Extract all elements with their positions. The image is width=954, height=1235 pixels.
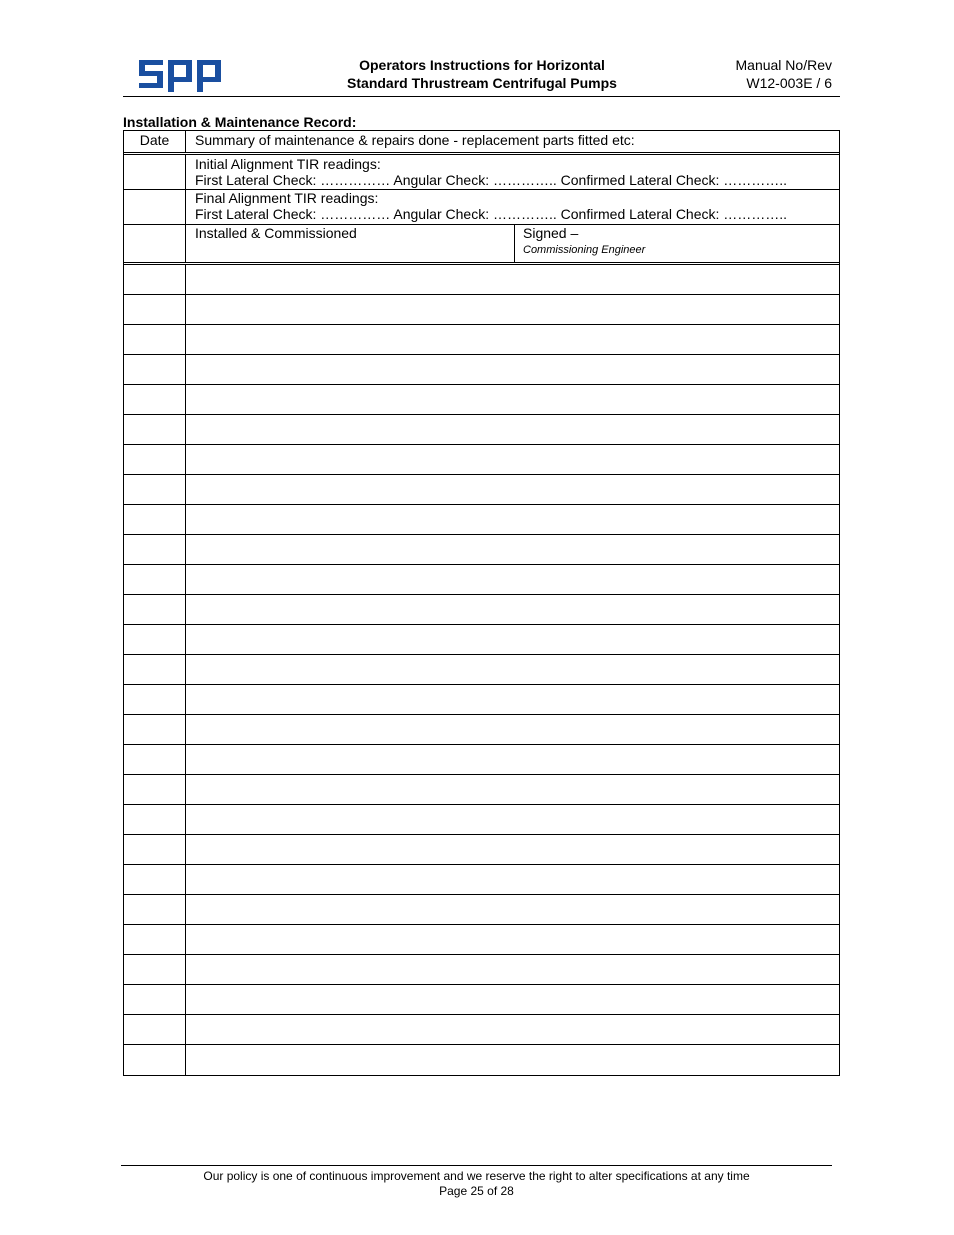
- summary-cell[interactable]: [186, 955, 839, 984]
- summary-cell[interactable]: [186, 445, 839, 474]
- date-cell[interactable]: [124, 325, 186, 354]
- section-title: Installation & Maintenance Record:: [123, 114, 357, 130]
- summary-column-header: [186, 131, 839, 152]
- final-alignment-checks: First Lateral Check: …………… Angular Check: ………….. Confirmed Lateral Check: …………..: [195, 206, 788, 222]
- date-column-header: Date: [124, 131, 186, 152]
- date-cell[interactable]: [124, 595, 186, 624]
- summary-cell[interactable]: [186, 265, 839, 294]
- summary-cell[interactable]: [186, 625, 839, 654]
- initial-alignment-checks: First Lateral Check: …………… Angular Check: ………….. Confirmed Lateral Check: …………..: [195, 172, 788, 188]
- date-cell[interactable]: [124, 385, 186, 414]
- table-row: [124, 1015, 839, 1045]
- table-row: [124, 385, 839, 415]
- manual-reference-label: Manual No/Rev: [735, 57, 832, 73]
- summary-cell[interactable]: [186, 715, 839, 744]
- date-cell[interactable]: [124, 355, 186, 384]
- page-header: [123, 55, 840, 97]
- document-title-line1: Operators Instructions for Horizontal: [359, 57, 605, 73]
- date-cell[interactable]: [124, 535, 186, 564]
- page-footer: [121, 1165, 832, 1199]
- initial-alignment-cell: [186, 155, 839, 189]
- table-row: [124, 445, 839, 475]
- table-row: [124, 805, 839, 835]
- final-alignment-row: [124, 190, 839, 225]
- summary-cell[interactable]: [186, 385, 839, 414]
- table-row: [124, 565, 839, 595]
- table-row: [124, 325, 839, 355]
- summary-cell[interactable]: [186, 865, 839, 894]
- date-cell[interactable]: [124, 1045, 186, 1075]
- summary-cell[interactable]: [186, 745, 839, 774]
- summary-cell[interactable]: [186, 565, 839, 594]
- table-row: [124, 745, 839, 775]
- summary-cell[interactable]: [186, 325, 839, 354]
- final-alignment-cell: [186, 190, 839, 224]
- date-cell[interactable]: [124, 625, 186, 654]
- table-row: [124, 895, 839, 925]
- date-cell[interactable]: [124, 565, 186, 594]
- date-cell[interactable]: [124, 805, 186, 834]
- date-cell[interactable]: [124, 715, 186, 744]
- table-row: [124, 295, 839, 325]
- signature-cell[interactable]: [514, 225, 839, 262]
- date-cell[interactable]: [124, 445, 186, 474]
- initial-alignment-label: Initial Alignment TIR readings:: [195, 156, 381, 172]
- date-cell[interactable]: [124, 225, 186, 262]
- table-row: [124, 985, 839, 1015]
- summary-cell[interactable]: [186, 535, 839, 564]
- summary-cell[interactable]: [186, 805, 839, 834]
- date-cell[interactable]: [124, 295, 186, 324]
- summary-cell[interactable]: [186, 505, 839, 534]
- table-row: [124, 625, 839, 655]
- page-number: Page 25 of 28: [439, 1184, 514, 1198]
- installed-commissioned-cell: [186, 225, 839, 262]
- date-cell[interactable]: [124, 775, 186, 804]
- table-row: [124, 955, 839, 985]
- table-row: [124, 415, 839, 445]
- date-cell[interactable]: [124, 895, 186, 924]
- date-cell[interactable]: [124, 955, 186, 984]
- spp-logo-icon: [139, 58, 223, 92]
- table-row: [124, 835, 839, 865]
- table-row: [124, 925, 839, 955]
- table-row: [124, 1045, 839, 1075]
- summary-cell[interactable]: [186, 1015, 839, 1044]
- table-header-row: [124, 131, 839, 155]
- summary-cell[interactable]: [186, 985, 839, 1014]
- date-cell[interactable]: [124, 1015, 186, 1044]
- table-row: [124, 715, 839, 745]
- summary-cell[interactable]: [186, 1045, 839, 1075]
- table-row: [124, 265, 839, 295]
- document-title: [323, 56, 641, 92]
- date-cell[interactable]: [124, 745, 186, 774]
- summary-cell[interactable]: [186, 655, 839, 684]
- summary-cell[interactable]: [186, 595, 839, 624]
- policy-statement: Our policy is one of continuous improvement and we reserve the right to alter specifications at any time: [203, 1169, 750, 1183]
- date-cell[interactable]: [124, 655, 186, 684]
- date-cell[interactable]: [124, 265, 186, 294]
- summary-cell[interactable]: [186, 475, 839, 504]
- summary-cell[interactable]: [186, 925, 839, 954]
- summary-cell[interactable]: [186, 685, 839, 714]
- table-row: [124, 595, 839, 625]
- table-row: [124, 505, 839, 535]
- date-cell[interactable]: [124, 985, 186, 1014]
- summary-cell[interactable]: [186, 835, 839, 864]
- date-cell[interactable]: [124, 685, 186, 714]
- installed-commissioned-row: [124, 225, 839, 265]
- summary-cell[interactable]: [186, 355, 839, 384]
- signed-label: Signed –: [523, 225, 579, 241]
- final-alignment-label: Final Alignment TIR readings:: [195, 190, 379, 206]
- maintenance-record-table: [123, 130, 840, 1076]
- table-row: [124, 535, 839, 565]
- manual-reference-number: W12-003E / 6: [746, 75, 832, 91]
- date-cell[interactable]: [124, 925, 186, 954]
- summary-cell[interactable]: [186, 775, 839, 804]
- date-cell[interactable]: [124, 835, 186, 864]
- summary-column-header-text: Summary of maintenance & repairs done - replacement parts fitted etc:: [195, 132, 635, 148]
- table-row: [124, 775, 839, 805]
- summary-cell[interactable]: [186, 895, 839, 924]
- date-cell[interactable]: [124, 505, 186, 534]
- installed-commissioned-label: Installed & Commissioned: [195, 225, 357, 241]
- date-cell[interactable]: [124, 155, 186, 189]
- date-cell[interactable]: [124, 865, 186, 894]
- table-row: [124, 685, 839, 715]
- table-row: [124, 355, 839, 385]
- table-row: [124, 475, 839, 505]
- manual-reference: [736, 56, 833, 92]
- date-cell[interactable]: [124, 475, 186, 504]
- date-cell[interactable]: [124, 190, 186, 224]
- table-row: [124, 655, 839, 685]
- summary-cell[interactable]: [186, 295, 839, 324]
- initial-alignment-row: [124, 155, 839, 190]
- date-cell[interactable]: [124, 415, 186, 444]
- commissioning-engineer-label: Commissioning Engineer: [523, 244, 646, 256]
- table-row: [124, 865, 839, 895]
- summary-cell[interactable]: [186, 415, 839, 444]
- document-title-line2: Standard Thrustream Centrifugal Pumps: [347, 75, 617, 91]
